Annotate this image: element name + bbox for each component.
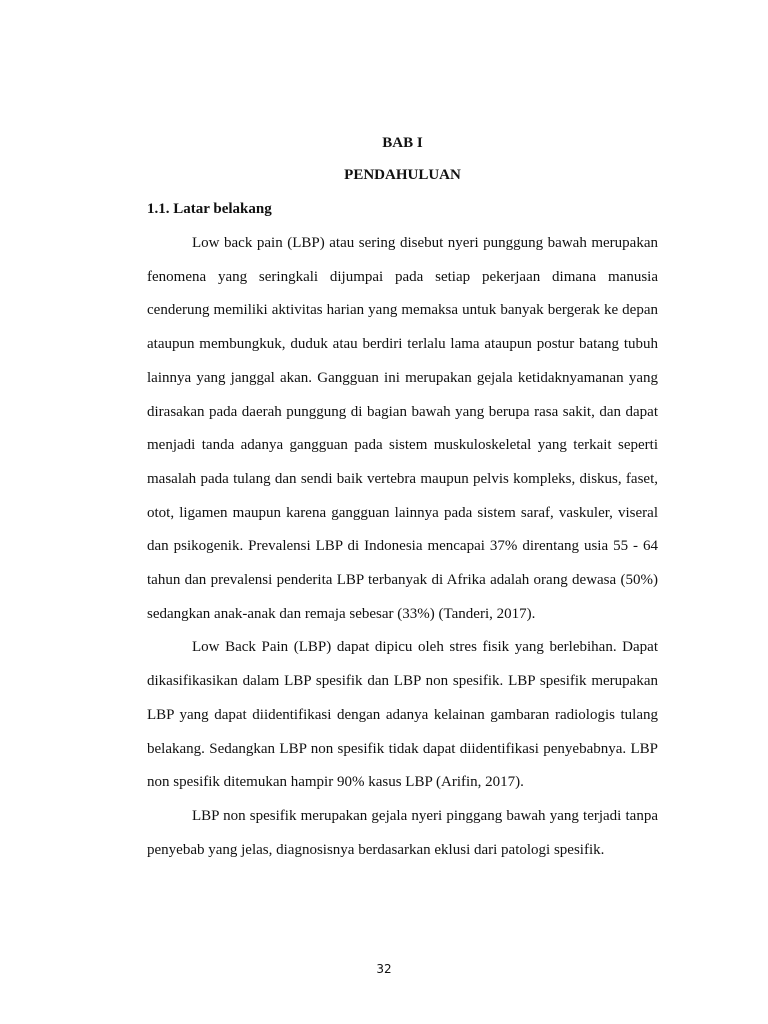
chapter-number: BAB I (382, 135, 423, 151)
chapter-title: PENDAHULUAN (344, 167, 461, 183)
body-text (147, 227, 658, 867)
section-heading: 1.1. Latar belakang (147, 201, 272, 217)
page-number: 32 (376, 962, 392, 976)
paragraph: Low Back Pain (LBP) dapat dipicu oleh stres fisik yang berlebihan. Dapat dikasifikasikan dalam LBP spesifik dan LBP non spesifik. LBP spesifik merupakan LBP yang dapat diidentifikasi dengan adanya kelainan gambaran radiologis tulang belakang. Sedangkan LBP non spesifik tidak dapat diidentifikasi penyebabnya. LBP non spesifik ditemukan hampir 90% kasus LBP (Arifin, 2017). (147, 639, 658, 791)
paragraph: Low back pain (LBP) atau sering disebut nyeri punggung bawah merupakan fenomena yang seringkali dijumpai pada setiap pekerjaan dimana manusia cenderung memiliki aktivitas harian yang memaksa untuk banyak bergerak ke depan ataupun membungkuk, duduk atau berdiri terlalu lama ataupun postur batang tubuh lainnya yang janggal akan. Gangguan ini merupakan gejala ketidaknyamanan yang dirasakan pada daerah punggung di bagian bawah yang berupa rasa sakit, dan dapat menjadi tanda adanya gangguan pada sistem muskuloskeletal yang terkait seperti masalah pada tulang dan sendi baik vertebra maupun pelvis kompleks, diskus, faset, otot, ligamen maupun karena gangguan lainnya pada sistem saraf, vaskuler, viseral dan psikogenik. Prevalensi LBP di Indonesia mencapai 37% direntang usia 55 - 64 tahun dan prevalensi penderita LBP terbanyak di Afrika adalah orang dewasa (50%) sedangkan anak-anak dan remaja sebesar (33%) (Tanderi, 2017). (147, 235, 658, 622)
paragraph: LBP non spesifik merupakan gejala nyeri pinggang bawah yang terjadi tanpa penyebab yang jelas, diagnosisnya berdasarkan eklusi dari patologi spesifik. (147, 807, 658, 858)
